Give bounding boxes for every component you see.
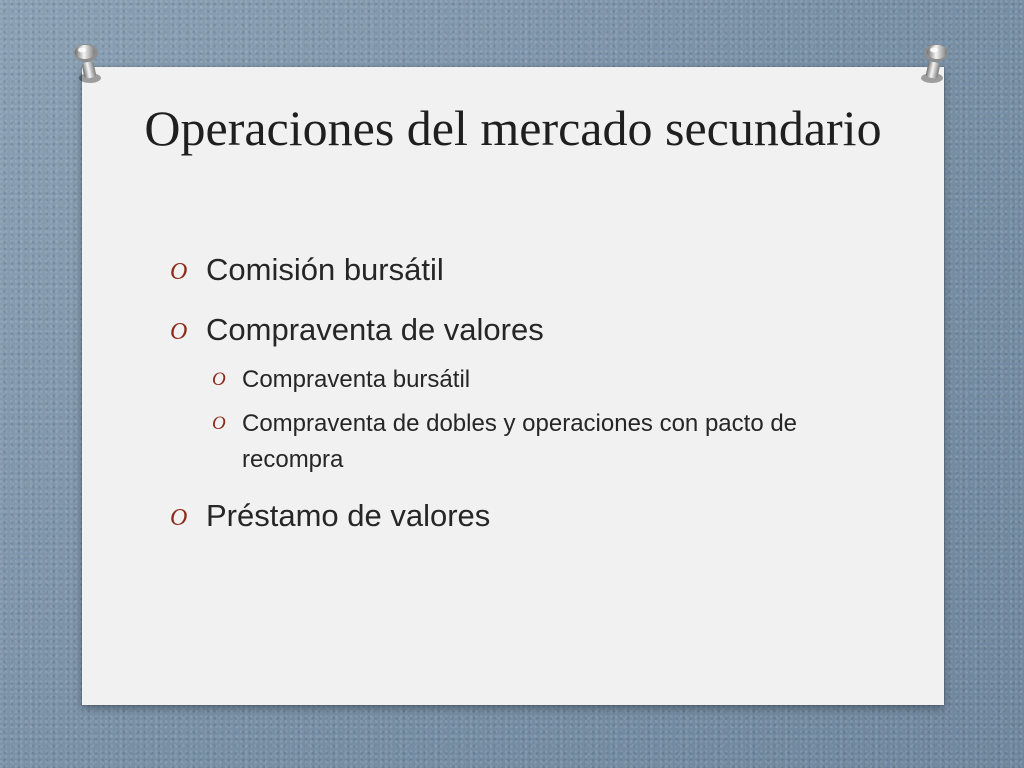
list-item-text: Préstamo de valores <box>206 498 491 533</box>
bullet-icon: O <box>212 413 226 434</box>
list-item-text: Comisión bursátil <box>206 252 444 287</box>
sub-list-item <box>212 362 802 398</box>
bullet-icon: O <box>170 319 188 345</box>
sub-list-item-text: Compraventa de dobles y operaciones con pacto de recompra <box>242 410 798 473</box>
sub-bullet-list <box>212 362 802 478</box>
list-item <box>170 498 760 534</box>
thumbtack-icon <box>70 42 104 86</box>
sub-list-item <box>212 406 802 478</box>
slide-title: Operaciones del mercado secundario <box>144 100 882 156</box>
list-item <box>170 252 760 288</box>
bullet-icon: O <box>212 369 226 390</box>
bullet-icon: O <box>170 505 188 531</box>
bullet-icon: O <box>170 259 188 285</box>
sublist-container <box>170 366 798 488</box>
thumbtack-icon <box>917 42 951 86</box>
list-item-text: Compraventa de valores <box>206 312 544 347</box>
slide-card <box>82 67 944 705</box>
list-item <box>170 312 760 348</box>
bullet-list <box>170 252 798 558</box>
sub-list-item-text: Compraventa bursátil <box>242 366 471 393</box>
